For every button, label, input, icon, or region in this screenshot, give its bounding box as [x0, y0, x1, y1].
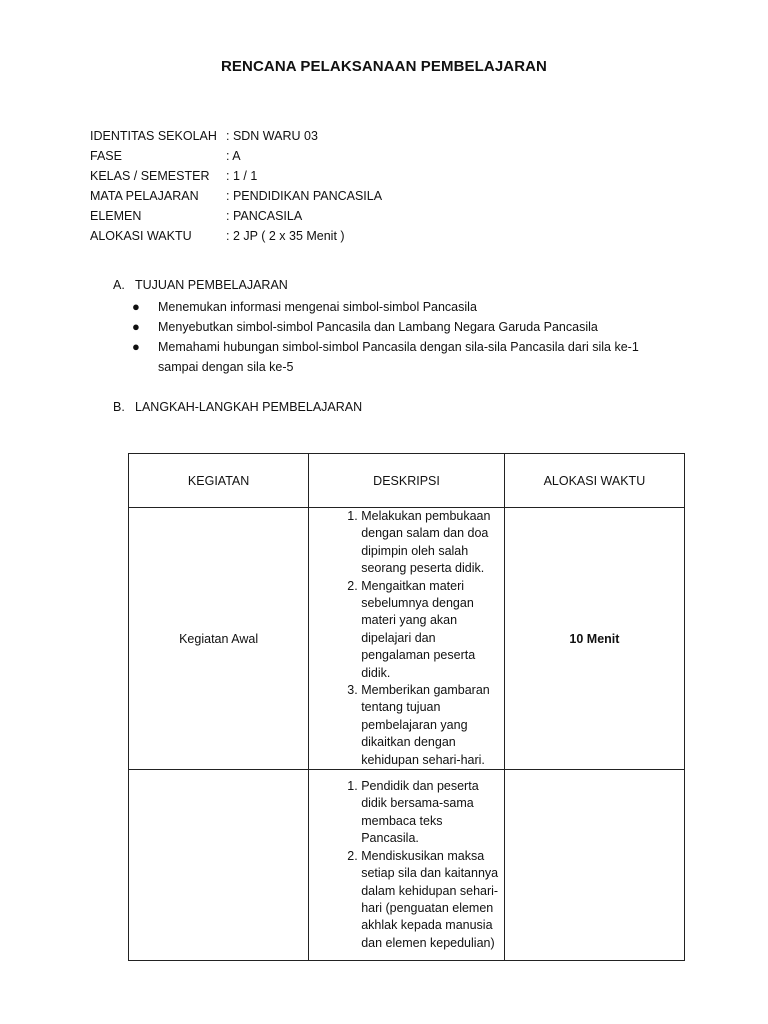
- identity-row: [90, 226, 382, 246]
- identity-label: MATA PELAJARAN: [90, 189, 199, 203]
- steps-list: [309, 508, 504, 769]
- identity-label: KELAS / SEMESTER: [90, 169, 210, 183]
- objectives-list: [132, 297, 672, 377]
- identity-value: : A: [226, 149, 241, 163]
- identity-row: [90, 186, 382, 206]
- page-title: RENCANA PELAKSANAAN PEMBELAJARAN: [221, 58, 547, 75]
- section-a-heading: [113, 278, 288, 292]
- identity-label: ELEMEN: [90, 209, 142, 223]
- identity-value: : PANCASILA: [226, 209, 303, 223]
- list-item: [132, 317, 672, 337]
- identity-label: IDENTITAS SEKOLAH: [90, 129, 217, 143]
- table-header-row: [129, 454, 685, 508]
- identity-row: [90, 146, 382, 166]
- identity-row: [90, 206, 382, 226]
- identity-value: : SDN WARU 03: [226, 129, 318, 143]
- steps-list: [309, 778, 504, 952]
- list-item-text: Menyebutkan simbol-simbol Pancasila dan Lambang Negara Garuda Pancasila: [158, 320, 598, 334]
- column-header: KEGIATAN: [129, 454, 309, 508]
- lesson-steps-table: [128, 453, 685, 961]
- kegiatan-cell: Kegiatan Awal: [129, 508, 309, 770]
- list-item-text: Memahami hubungan simbol-simbol Pancasila dengan sila-sila Pancasila dari sila ke-1 sampai dengan sila ke-5: [158, 340, 639, 374]
- table-row: [129, 508, 685, 770]
- table-row: [129, 770, 685, 961]
- kegiatan-cell: [129, 770, 309, 961]
- identity-value: : 2 JP ( 2 x 35 Menit ): [226, 229, 345, 243]
- identity-block: [90, 126, 382, 246]
- waktu-cell: [504, 770, 684, 961]
- column-header: DESKRIPSI: [309, 454, 505, 508]
- list-item: 1. Pendidik dan peserta didik bersama-sama membaca teks Pancasila.: [361, 778, 500, 848]
- list-item: 2. Mengaitkan materi sebelumnya dengan materi yang akan dipelajari dan pengalaman peserta didik.: [361, 578, 500, 682]
- section-letter: B.: [113, 400, 125, 414]
- identity-value: : 1 / 1: [226, 169, 258, 183]
- waktu-cell: 10 Menit: [504, 508, 684, 770]
- deskripsi-cell: [309, 770, 505, 961]
- bullet-icon: ●: [132, 339, 140, 354]
- bullet-icon: ●: [132, 299, 140, 314]
- section-letter: A.: [113, 278, 125, 292]
- list-item: [132, 297, 672, 317]
- list-item: 2. Mendiskusikan maksa setiap sila dan kaitannya dalam kehidupan sehari-hari (penguatan elemen akhlak kepada manusia dan elemen kepedulian): [361, 848, 500, 952]
- list-item: 1. Melakukan pembukaan dengan salam dan doa dipimpin oleh salah seorang peserta didik.: [361, 508, 500, 578]
- list-item: 3. Memberikan gambaran tentang tujuan pembelajaran yang dikaitkan dengan kehidupan sehari-hari.: [361, 682, 500, 769]
- identity-row: [90, 126, 382, 146]
- bullet-icon: ●: [132, 319, 140, 334]
- identity-value: : PENDIDIKAN PANCASILA: [226, 189, 383, 203]
- deskripsi-cell: [309, 508, 505, 770]
- identity-label: FASE: [90, 149, 122, 163]
- identity-row: [90, 166, 382, 186]
- identity-label: ALOKASI WAKTU: [90, 229, 192, 243]
- list-item-text: Menemukan informasi mengenai simbol-simbol Pancasila: [158, 300, 477, 314]
- column-header: ALOKASI WAKTU: [504, 454, 684, 508]
- section-title: TUJUAN PEMBELAJARAN: [135, 278, 288, 292]
- section-b-heading: [113, 400, 362, 414]
- list-item: [132, 337, 672, 377]
- section-title: LANGKAH-LANGKAH PEMBELAJARAN: [135, 400, 363, 414]
